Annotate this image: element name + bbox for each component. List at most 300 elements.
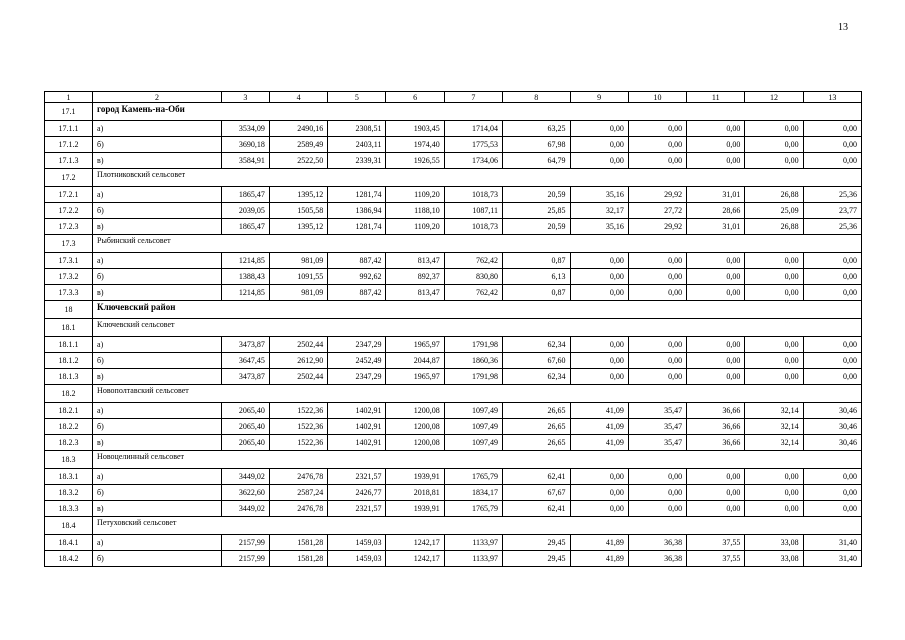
section-code: 18.4 xyxy=(45,517,93,535)
value-cell: 3647,45 xyxy=(221,353,269,369)
section-title: Плотниковский сельсовет xyxy=(93,169,862,187)
row-label: а) xyxy=(93,469,222,485)
value-cell: 0,00 xyxy=(687,337,745,353)
value-cell: 1834,17 xyxy=(444,485,502,501)
row-code: 18.2.1 xyxy=(45,403,93,419)
value-cell: 1865,47 xyxy=(221,187,269,203)
value-cell: 813,47 xyxy=(386,285,444,301)
value-cell: 1242,17 xyxy=(386,535,444,551)
value-cell: 1109,20 xyxy=(386,219,444,235)
value-cell: 1459,03 xyxy=(328,535,386,551)
value-cell: 1581,28 xyxy=(269,551,327,567)
value-cell: 2589,49 xyxy=(269,137,327,153)
table-row xyxy=(45,435,862,451)
row-label: в) xyxy=(93,285,222,301)
value-cell: 30,46 xyxy=(803,419,861,435)
section-title: Ключевский район xyxy=(93,301,862,319)
value-cell: 0,00 xyxy=(628,137,686,153)
value-cell: 2308,51 xyxy=(328,121,386,137)
value-cell: 2502,44 xyxy=(269,337,327,353)
value-cell: 0,00 xyxy=(687,485,745,501)
column-number-header: 7 xyxy=(444,92,502,103)
value-cell: 20,59 xyxy=(503,219,570,235)
value-cell: 20,59 xyxy=(503,187,570,203)
row-label: в) xyxy=(93,369,222,385)
value-cell: 1388,43 xyxy=(221,269,269,285)
value-cell: 32,14 xyxy=(745,419,803,435)
table-row xyxy=(45,485,862,501)
row-code: 18.4.2 xyxy=(45,551,93,567)
row-code: 17.1.3 xyxy=(45,153,93,169)
value-cell: 0,00 xyxy=(803,485,861,501)
value-cell: 2452,49 xyxy=(328,353,386,369)
value-cell: 0,00 xyxy=(803,369,861,385)
column-number-header: 10 xyxy=(628,92,686,103)
value-cell: 1214,85 xyxy=(221,253,269,269)
value-cell: 1775,53 xyxy=(444,137,502,153)
table-row xyxy=(45,535,862,551)
value-cell: 62,34 xyxy=(503,369,570,385)
value-cell: 0,00 xyxy=(687,369,745,385)
value-cell: 887,42 xyxy=(328,285,386,301)
value-cell: 1018,73 xyxy=(444,219,502,235)
value-cell: 26,88 xyxy=(745,219,803,235)
value-cell: 1386,94 xyxy=(328,203,386,219)
value-cell: 32,14 xyxy=(745,435,803,451)
value-cell: 1097,49 xyxy=(444,435,502,451)
value-cell: 0,00 xyxy=(687,501,745,517)
row-code: 18.3.3 xyxy=(45,501,93,517)
section-row xyxy=(45,385,862,403)
section-row xyxy=(45,451,862,469)
value-cell: 62,41 xyxy=(503,469,570,485)
value-cell: 3584,91 xyxy=(221,153,269,169)
row-label: а) xyxy=(93,187,222,203)
value-cell: 0,87 xyxy=(503,253,570,269)
row-label: а) xyxy=(93,121,222,137)
row-label: б) xyxy=(93,353,222,369)
value-cell: 1395,12 xyxy=(269,187,327,203)
value-cell: 0,00 xyxy=(570,137,628,153)
value-cell: 2157,99 xyxy=(221,551,269,567)
column-number-header: 4 xyxy=(269,92,327,103)
value-cell: 0,00 xyxy=(628,485,686,501)
value-cell: 26,65 xyxy=(503,403,570,419)
value-cell: 2039,05 xyxy=(221,203,269,219)
value-cell: 31,01 xyxy=(687,219,745,235)
value-cell: 26,65 xyxy=(503,419,570,435)
tariff-table xyxy=(44,91,862,567)
column-number-header: 5 xyxy=(328,92,386,103)
value-cell: 67,67 xyxy=(503,485,570,501)
value-cell: 30,46 xyxy=(803,435,861,451)
value-cell: 1200,08 xyxy=(386,419,444,435)
value-cell: 0,00 xyxy=(687,137,745,153)
section-code: 17.3 xyxy=(45,235,93,253)
column-number-header: 13 xyxy=(803,92,861,103)
value-cell: 1522,36 xyxy=(269,403,327,419)
section-code: 17.2 xyxy=(45,169,93,187)
table-row xyxy=(45,153,862,169)
section-title: Рыбинский сельсовет xyxy=(93,235,862,253)
value-cell: 2157,99 xyxy=(221,535,269,551)
value-cell: 1926,55 xyxy=(386,153,444,169)
column-number-header: 3 xyxy=(221,92,269,103)
value-cell: 0,00 xyxy=(628,253,686,269)
value-cell: 0,00 xyxy=(628,269,686,285)
section-title: город Камень-на-Оби xyxy=(93,103,862,121)
value-cell: 1091,55 xyxy=(269,269,327,285)
value-cell: 23,77 xyxy=(803,203,861,219)
value-cell: 31,01 xyxy=(687,187,745,203)
row-label: в) xyxy=(93,153,222,169)
value-cell: 3449,02 xyxy=(221,501,269,517)
value-cell: 3473,87 xyxy=(221,337,269,353)
value-cell: 1109,20 xyxy=(386,187,444,203)
row-label: в) xyxy=(93,219,222,235)
value-cell: 36,38 xyxy=(628,551,686,567)
value-cell: 41,09 xyxy=(570,435,628,451)
value-cell: 1974,40 xyxy=(386,137,444,153)
value-cell: 1097,49 xyxy=(444,419,502,435)
row-code: 17.3.1 xyxy=(45,253,93,269)
value-cell: 887,42 xyxy=(328,253,386,269)
value-cell: 0,00 xyxy=(628,285,686,301)
value-cell: 0,00 xyxy=(745,469,803,485)
column-number-header: 2 xyxy=(93,92,222,103)
row-label: а) xyxy=(93,403,222,419)
value-cell: 0,00 xyxy=(803,137,861,153)
value-cell: 0,00 xyxy=(745,337,803,353)
value-cell: 29,92 xyxy=(628,187,686,203)
value-cell: 2522,50 xyxy=(269,153,327,169)
value-cell: 37,55 xyxy=(687,535,745,551)
value-cell: 1281,74 xyxy=(328,187,386,203)
row-code: 18.2.3 xyxy=(45,435,93,451)
value-cell: 1402,91 xyxy=(328,419,386,435)
row-code: 18.1.3 xyxy=(45,369,93,385)
value-cell: 0,00 xyxy=(570,121,628,137)
value-cell: 0,00 xyxy=(803,353,861,369)
value-cell: 0,00 xyxy=(570,353,628,369)
section-row xyxy=(45,517,862,535)
section-row xyxy=(45,235,862,253)
section-code: 18.1 xyxy=(45,319,93,337)
value-cell: 0,00 xyxy=(570,485,628,501)
section-row xyxy=(45,103,862,121)
value-cell: 3690,18 xyxy=(221,137,269,153)
value-cell: 0,00 xyxy=(687,353,745,369)
value-cell: 1522,36 xyxy=(269,435,327,451)
section-code: 18.3 xyxy=(45,451,93,469)
row-code: 18.3.1 xyxy=(45,469,93,485)
section-code: 18.2 xyxy=(45,385,93,403)
value-cell: 1765,79 xyxy=(444,469,502,485)
value-cell: 1200,08 xyxy=(386,403,444,419)
value-cell: 35,47 xyxy=(628,403,686,419)
table-row xyxy=(45,469,862,485)
table-row xyxy=(45,353,862,369)
value-cell: 0,00 xyxy=(570,469,628,485)
row-label: б) xyxy=(93,203,222,219)
value-cell: 26,88 xyxy=(745,187,803,203)
value-cell: 33,08 xyxy=(745,535,803,551)
value-cell: 2403,11 xyxy=(328,137,386,153)
row-label: б) xyxy=(93,419,222,435)
column-number-header: 6 xyxy=(386,92,444,103)
row-code: 18.1.2 xyxy=(45,353,93,369)
value-cell: 62,34 xyxy=(503,337,570,353)
section-row xyxy=(45,319,862,337)
row-label: а) xyxy=(93,253,222,269)
value-cell: 0,00 xyxy=(570,285,628,301)
value-cell: 62,41 xyxy=(503,501,570,517)
value-cell: 0,00 xyxy=(628,337,686,353)
section-code: 18 xyxy=(45,301,93,319)
value-cell: 0,00 xyxy=(570,269,628,285)
section-code: 17.1 xyxy=(45,103,93,121)
value-cell: 3473,87 xyxy=(221,369,269,385)
table-row xyxy=(45,419,862,435)
row-label: в) xyxy=(93,501,222,517)
value-cell: 25,36 xyxy=(803,187,861,203)
value-cell: 1860,36 xyxy=(444,353,502,369)
header-row xyxy=(45,92,862,103)
value-cell: 67,60 xyxy=(503,353,570,369)
value-cell: 35,16 xyxy=(570,187,628,203)
value-cell: 1133,97 xyxy=(444,535,502,551)
value-cell: 41,09 xyxy=(570,403,628,419)
value-cell: 1765,79 xyxy=(444,501,502,517)
value-cell: 0,00 xyxy=(687,253,745,269)
row-code: 18.2.2 xyxy=(45,419,93,435)
value-cell: 892,37 xyxy=(386,269,444,285)
row-code: 17.1.1 xyxy=(45,121,93,137)
row-code: 17.3.3 xyxy=(45,285,93,301)
value-cell: 0,00 xyxy=(803,469,861,485)
value-cell: 0,00 xyxy=(628,501,686,517)
column-number-header: 12 xyxy=(745,92,803,103)
value-cell: 2347,29 xyxy=(328,369,386,385)
value-cell: 2587,24 xyxy=(269,485,327,501)
value-cell: 2065,40 xyxy=(221,403,269,419)
value-cell: 0,00 xyxy=(628,153,686,169)
row-code: 18.1.1 xyxy=(45,337,93,353)
value-cell: 2339,31 xyxy=(328,153,386,169)
value-cell: 64,79 xyxy=(503,153,570,169)
value-cell: 0,00 xyxy=(745,353,803,369)
value-cell: 29,92 xyxy=(628,219,686,235)
value-cell: 35,47 xyxy=(628,435,686,451)
value-cell: 1395,12 xyxy=(269,219,327,235)
value-cell: 1581,28 xyxy=(269,535,327,551)
value-cell: 2612,90 xyxy=(269,353,327,369)
value-cell: 1459,03 xyxy=(328,551,386,567)
column-number-header: 8 xyxy=(503,92,570,103)
value-cell: 1714,04 xyxy=(444,121,502,137)
value-cell: 1791,98 xyxy=(444,369,502,385)
value-cell: 28,66 xyxy=(687,203,745,219)
row-label: а) xyxy=(93,337,222,353)
value-cell: 3449,02 xyxy=(221,469,269,485)
value-cell: 1734,06 xyxy=(444,153,502,169)
value-cell: 2044,87 xyxy=(386,353,444,369)
value-cell: 25,36 xyxy=(803,219,861,235)
value-cell: 6,13 xyxy=(503,269,570,285)
table-row xyxy=(45,501,862,517)
value-cell: 67,98 xyxy=(503,137,570,153)
value-cell: 1939,91 xyxy=(386,469,444,485)
value-cell: 1939,91 xyxy=(386,501,444,517)
column-number-header: 1 xyxy=(45,92,93,103)
value-cell: 0,00 xyxy=(570,337,628,353)
value-cell: 0,00 xyxy=(803,269,861,285)
value-cell: 0,00 xyxy=(628,353,686,369)
value-cell: 1242,17 xyxy=(386,551,444,567)
value-cell: 29,45 xyxy=(503,535,570,551)
value-cell: 1133,97 xyxy=(444,551,502,567)
value-cell: 0,00 xyxy=(687,285,745,301)
table-row xyxy=(45,203,862,219)
value-cell: 981,09 xyxy=(269,253,327,269)
value-cell: 27,72 xyxy=(628,203,686,219)
value-cell: 0,87 xyxy=(503,285,570,301)
value-cell: 762,42 xyxy=(444,253,502,269)
value-cell: 1188,10 xyxy=(386,203,444,219)
value-cell: 0,00 xyxy=(745,369,803,385)
value-cell: 31,40 xyxy=(803,551,861,567)
row-code: 17.3.2 xyxy=(45,269,93,285)
value-cell: 0,00 xyxy=(745,269,803,285)
table-row xyxy=(45,121,862,137)
section-title: Новоцелинный сельсовет xyxy=(93,451,862,469)
value-cell: 36,66 xyxy=(687,403,745,419)
value-cell: 0,00 xyxy=(803,285,861,301)
value-cell: 1281,74 xyxy=(328,219,386,235)
row-label: б) xyxy=(93,485,222,501)
value-cell: 0,00 xyxy=(570,153,628,169)
value-cell: 992,62 xyxy=(328,269,386,285)
value-cell: 1865,47 xyxy=(221,219,269,235)
value-cell: 0,00 xyxy=(745,121,803,137)
value-cell: 2476,78 xyxy=(269,469,327,485)
value-cell: 762,42 xyxy=(444,285,502,301)
row-code: 18.4.1 xyxy=(45,535,93,551)
value-cell: 1087,11 xyxy=(444,203,502,219)
value-cell: 36,38 xyxy=(628,535,686,551)
value-cell: 1903,45 xyxy=(386,121,444,137)
value-cell: 2502,44 xyxy=(269,369,327,385)
table-row xyxy=(45,369,862,385)
value-cell: 0,00 xyxy=(803,121,861,137)
table-row xyxy=(45,285,862,301)
row-code: 17.2.1 xyxy=(45,187,93,203)
row-code: 17.2.3 xyxy=(45,219,93,235)
value-cell: 0,00 xyxy=(803,253,861,269)
value-cell: 0,00 xyxy=(745,501,803,517)
value-cell: 1402,91 xyxy=(328,403,386,419)
value-cell: 0,00 xyxy=(745,153,803,169)
value-cell: 0,00 xyxy=(745,485,803,501)
value-cell: 0,00 xyxy=(687,121,745,137)
row-label: б) xyxy=(93,551,222,567)
value-cell: 0,00 xyxy=(628,121,686,137)
value-cell: 36,66 xyxy=(687,435,745,451)
page-number: 13 xyxy=(838,22,848,33)
value-cell: 813,47 xyxy=(386,253,444,269)
value-cell: 35,16 xyxy=(570,219,628,235)
value-cell: 0,00 xyxy=(803,501,861,517)
value-cell: 830,80 xyxy=(444,269,502,285)
section-title: Ключевский сельсовет xyxy=(93,319,862,337)
table-row xyxy=(45,253,862,269)
column-number-header: 9 xyxy=(570,92,628,103)
table-row xyxy=(45,337,862,353)
value-cell: 35,47 xyxy=(628,419,686,435)
value-cell: 1791,98 xyxy=(444,337,502,353)
value-cell: 2321,57 xyxy=(328,501,386,517)
value-cell: 0,00 xyxy=(628,369,686,385)
value-cell: 0,00 xyxy=(687,153,745,169)
value-cell: 26,65 xyxy=(503,435,570,451)
section-title: Новополтавский сельсовет xyxy=(93,385,862,403)
value-cell: 0,00 xyxy=(745,137,803,153)
section-row xyxy=(45,169,862,187)
row-code: 17.1.2 xyxy=(45,137,93,153)
table-row xyxy=(45,187,862,203)
value-cell: 1505,58 xyxy=(269,203,327,219)
table-row xyxy=(45,219,862,235)
value-cell: 0,00 xyxy=(570,253,628,269)
value-cell: 981,09 xyxy=(269,285,327,301)
value-cell: 0,00 xyxy=(570,369,628,385)
value-cell: 2476,78 xyxy=(269,501,327,517)
value-cell: 36,66 xyxy=(687,419,745,435)
value-cell: 1097,49 xyxy=(444,403,502,419)
value-cell: 2018,81 xyxy=(386,485,444,501)
value-cell: 2426,77 xyxy=(328,485,386,501)
section-title: Петуховский сельсовет xyxy=(93,517,862,535)
table-row xyxy=(45,269,862,285)
value-cell: 0,00 xyxy=(745,253,803,269)
value-cell: 1965,97 xyxy=(386,369,444,385)
column-number-header: 11 xyxy=(687,92,745,103)
value-cell: 41,09 xyxy=(570,419,628,435)
value-cell: 1018,73 xyxy=(444,187,502,203)
value-cell: 0,00 xyxy=(687,469,745,485)
value-cell: 1402,91 xyxy=(328,435,386,451)
value-cell: 0,00 xyxy=(628,469,686,485)
value-cell: 41,89 xyxy=(570,551,628,567)
table-row xyxy=(45,551,862,567)
value-cell: 3622,60 xyxy=(221,485,269,501)
value-cell: 32,17 xyxy=(570,203,628,219)
value-cell: 2347,29 xyxy=(328,337,386,353)
value-cell: 41,89 xyxy=(570,535,628,551)
table-row xyxy=(45,403,862,419)
value-cell: 0,00 xyxy=(687,269,745,285)
table-body xyxy=(45,92,862,567)
value-cell: 0,00 xyxy=(803,153,861,169)
value-cell: 25,85 xyxy=(503,203,570,219)
value-cell: 2490,16 xyxy=(269,121,327,137)
value-cell: 3534,09 xyxy=(221,121,269,137)
value-cell: 25,09 xyxy=(745,203,803,219)
row-code: 18.3.2 xyxy=(45,485,93,501)
row-label: в) xyxy=(93,435,222,451)
section-row xyxy=(45,301,862,319)
value-cell: 32,14 xyxy=(745,403,803,419)
